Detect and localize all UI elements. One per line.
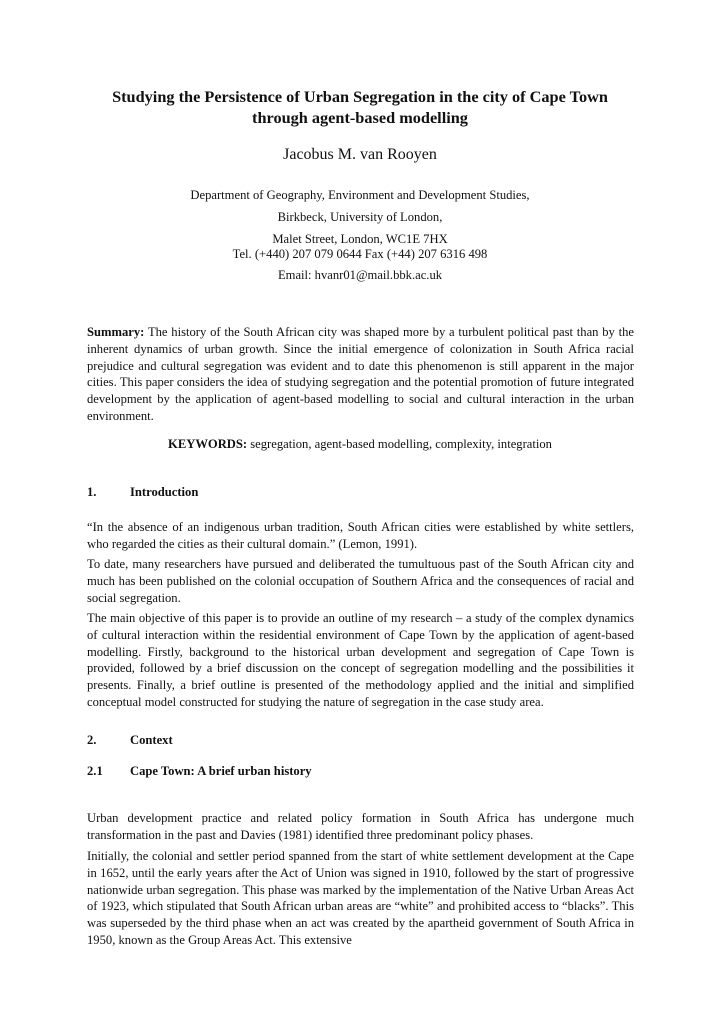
- section-2-heading: [87, 732, 173, 748]
- section-1-heading: [87, 484, 198, 500]
- section-1-number: 1.: [87, 485, 97, 499]
- section-2-1-number: 2.1: [87, 764, 103, 778]
- affiliation-institution: Birkbeck, University of London,: [277, 210, 443, 224]
- section-2-1-heading: [87, 763, 312, 779]
- affiliation-address: Malet Street, London, WC1E 7HX: [272, 232, 448, 246]
- section-2-1-title: Cape Town: A brief urban history: [130, 764, 312, 778]
- summary-paragraph: [87, 324, 634, 425]
- section-1-paragraph-3: The main objective of this paper is to provide an outline of my research – a study of the complex dynamics of cultural interaction within the residential environment of Cape Town by the application of agent-based modelling. Firstly, background to the historical urban development and segregation of Cape Town is provided, followed by a brief discussion on the concept of segregation modelling and the possibilities it presents. Finally, a brief outline is presented of the methodology applied and the initial and simplified conceptual model constructed for studying the nature of segregation in the case study area.: [87, 611, 634, 709]
- title-line-1: Studying the Persistence of Urban Segregation in the city of Cape Town: [112, 87, 608, 106]
- section-2-1-paragraph-2: Initially, the colonial and settler period spanned from the start of white settlement development at the Cape in 1652, until the early years after the Act of Union was signed in 1910, followed by the start of progressive nationwide urban segregation. This phase was marked by the implementation of the Native Urban Areas Act of 1923, which stipulated that South African urban areas are “white” and prohibited access to “blacks”. This was superseded by the third phase when an act was created by the apartheid government of South Africa in 1950, known as the Group Areas Act. This extensive: [87, 849, 634, 947]
- section-1-paragraph-1: “In the absence of an indigenous urban tradition, South African cities were established by white settlers, who regarded the cities as their cultural domain.” (Lemon, 1991).: [87, 520, 634, 551]
- keywords-label: KEYWORDS:: [168, 437, 248, 451]
- title-line-2: through agent-based modelling: [252, 108, 468, 127]
- section-2-1-paragraph-1: Urban development practice and related policy formation in South Africa has undergone much transformation in the past and Davies (1981) identified three predominant policy phases.: [87, 811, 634, 842]
- paper-title: [60, 86, 660, 128]
- keywords-line: [60, 436, 660, 453]
- summary-label: Summary:: [87, 325, 145, 339]
- summary-text: The history of the South African city was shaped more by a turbulent political past than by the inherent dynamics of urban growth. Since the initial emergence of colonization in South Africa racial prejudice and cultural segregation was evident and to date this phenomenon is still apparent in the major cities. This paper considers the idea of studying segregation and the potential promotion of future integrated development by the application of agent-based modelling to social and cultural interaction in the urban environment.: [87, 325, 634, 423]
- section-2-title: Context: [130, 733, 173, 747]
- author-name: Jacobus M. van Rooyen: [283, 146, 437, 163]
- section-2-number: 2.: [87, 733, 97, 747]
- keywords-text: segregation, agent-based modelling, complexity, integration: [250, 437, 552, 451]
- section-1-paragraph-2: To date, many researchers have pursued and deliberated the tumultuous past of the South African city and much has been published on the colonial occupation of Southern Africa and the consequences of racial and social segregation.: [87, 557, 634, 605]
- affiliation-email: Email: hvanr01@mail.bbk.ac.uk: [277, 268, 443, 282]
- affiliation-phone: Tel. (+440) 207 079 0644 Fax (+44) 207 6316 498: [232, 247, 488, 261]
- section-1-title: Introduction: [130, 485, 199, 499]
- affiliation-department: Department of Geography, Environment and Development Studies,: [190, 188, 530, 202]
